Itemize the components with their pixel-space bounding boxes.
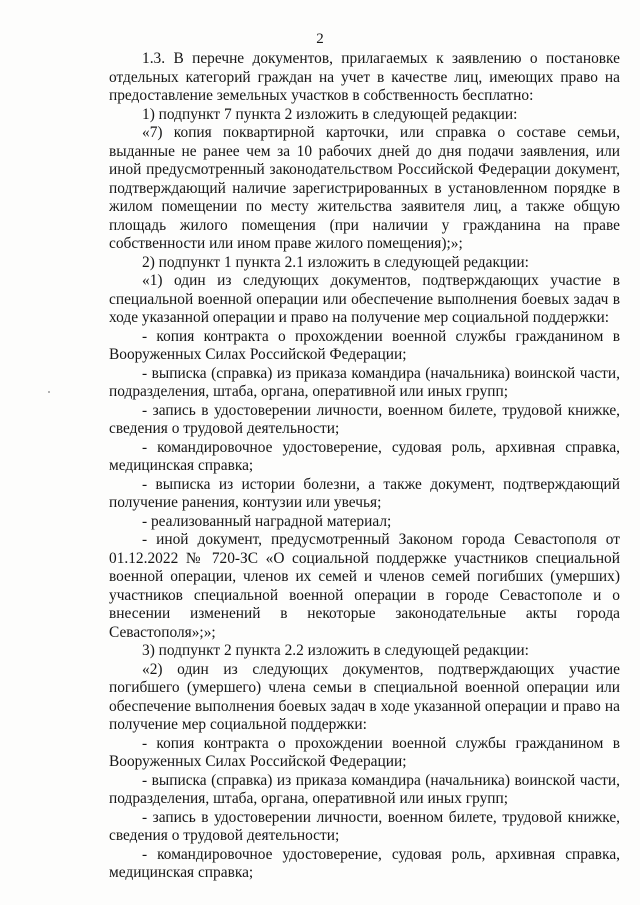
list-item-id-record: - запись в удостоверении личности, военном билете, трудовой книжке, сведения о трудовой деятельности;	[109, 401, 620, 437]
document-body	[109, 50, 620, 883]
paragraph-subitem-3: 3) подпункт 2 пункта 2.2 изложить в следующей редакции:	[142, 642, 529, 659]
paragraph-subitem-2: 2) подпункт 1 пункта 2.1 изложить в следующей редакции:	[142, 253, 529, 271]
paragraph-item-2-text: «2) один из следующих документов, подтверждающих участие погибшего (умершего) члена семьи в специальной военной операции или обеспечение выполнения боевых задач в ходе указанной операции и право на получение мер социальной поддержки:	[109, 660, 620, 733]
page-number: 2	[316, 31, 324, 47]
list-item-contract-copy-2: - копия контракта о прохождении военной службы гражданином в Вооруженных Силах Российской Федерации;	[109, 734, 620, 770]
list-item-contract-copy: - копия контракта о прохождении военной службы гражданином в Вооруженных Силах Российской Федерации;	[109, 327, 620, 363]
list-item-order-extract: - выписка (справка) из приказа командира (начальника) воинской части, подразделения, штаба, органа, оперативной или иных групп;	[109, 364, 620, 400]
list-item-other-document: - иной документ, предусмотренный Законом города Севастополя от 01.12.2022 № 720-ЗС «О социальной поддержке участников специальной военной операции, членов их семей и членов семей погибших (умерших) участников специальной военной операции в городе Севастополе и о внесении изменений в некоторые законодательные акты города Севастополя»;»;	[109, 531, 620, 641]
list-item-travel-certificate: - командировочное удостоверение, судовая роль, архивная справка, медицинская справка;	[109, 438, 620, 474]
paragraph-subitem-1: 1) подпункт 7 пункта 2 изложить в следующей редакции:	[142, 105, 518, 123]
list-item-award-material: - реализованный наградной материал;	[142, 512, 392, 530]
paragraph-item-7-text: «7) копия поквартирной карточки, или справка о составе семьи, выданные не ранее чем за 10 рабочих дней до дня подачи заявления, или иной предусмотренный законодательством Российской Федерации документ, подтверждающий наличие зарегистрированных в установленном порядке в жилом помещении по месту жительства заявителя лиц, а также общую площадь жилого помещения (при наличии у гражданина на праве собственности или ином праве жилого помещения);»;	[109, 124, 620, 252]
list-item-travel-certificate-2: - командировочное удостоверение, судовая роль, архивная справка, медицинская справка;	[109, 845, 620, 881]
list-item-medical-history: - выписка из истории болезни, а также документ, подтверждающий получение ранения, контузии или увечья;	[109, 475, 620, 511]
list-item-id-record-2: - запись в удостоверении личности, военном билете, трудовой книжке, сведения о трудовой деятельности;	[109, 808, 620, 844]
paragraph-item-1-text: «1) один из следующих документов, подтверждающих участие в специальной военной операции или обеспечение выполнения боевых задач в ходе указанной операции и право на получение мер социальной поддержки:	[109, 272, 620, 326]
paragraph-1-3-intro: 1.3. В перечне документов, прилагаемых к заявлению о постановке отдельных категорий граждан на учет в качестве лиц, имеющих право на предоставление земельных участков в собственность бесплатно:	[109, 50, 620, 104]
scan-speck	[48, 391, 50, 393]
list-item-order-extract-2: - выписка (справка) из приказа командира (начальника) воинской части, подразделения, штаба, органа, оперативной или иных групп;	[109, 771, 620, 807]
